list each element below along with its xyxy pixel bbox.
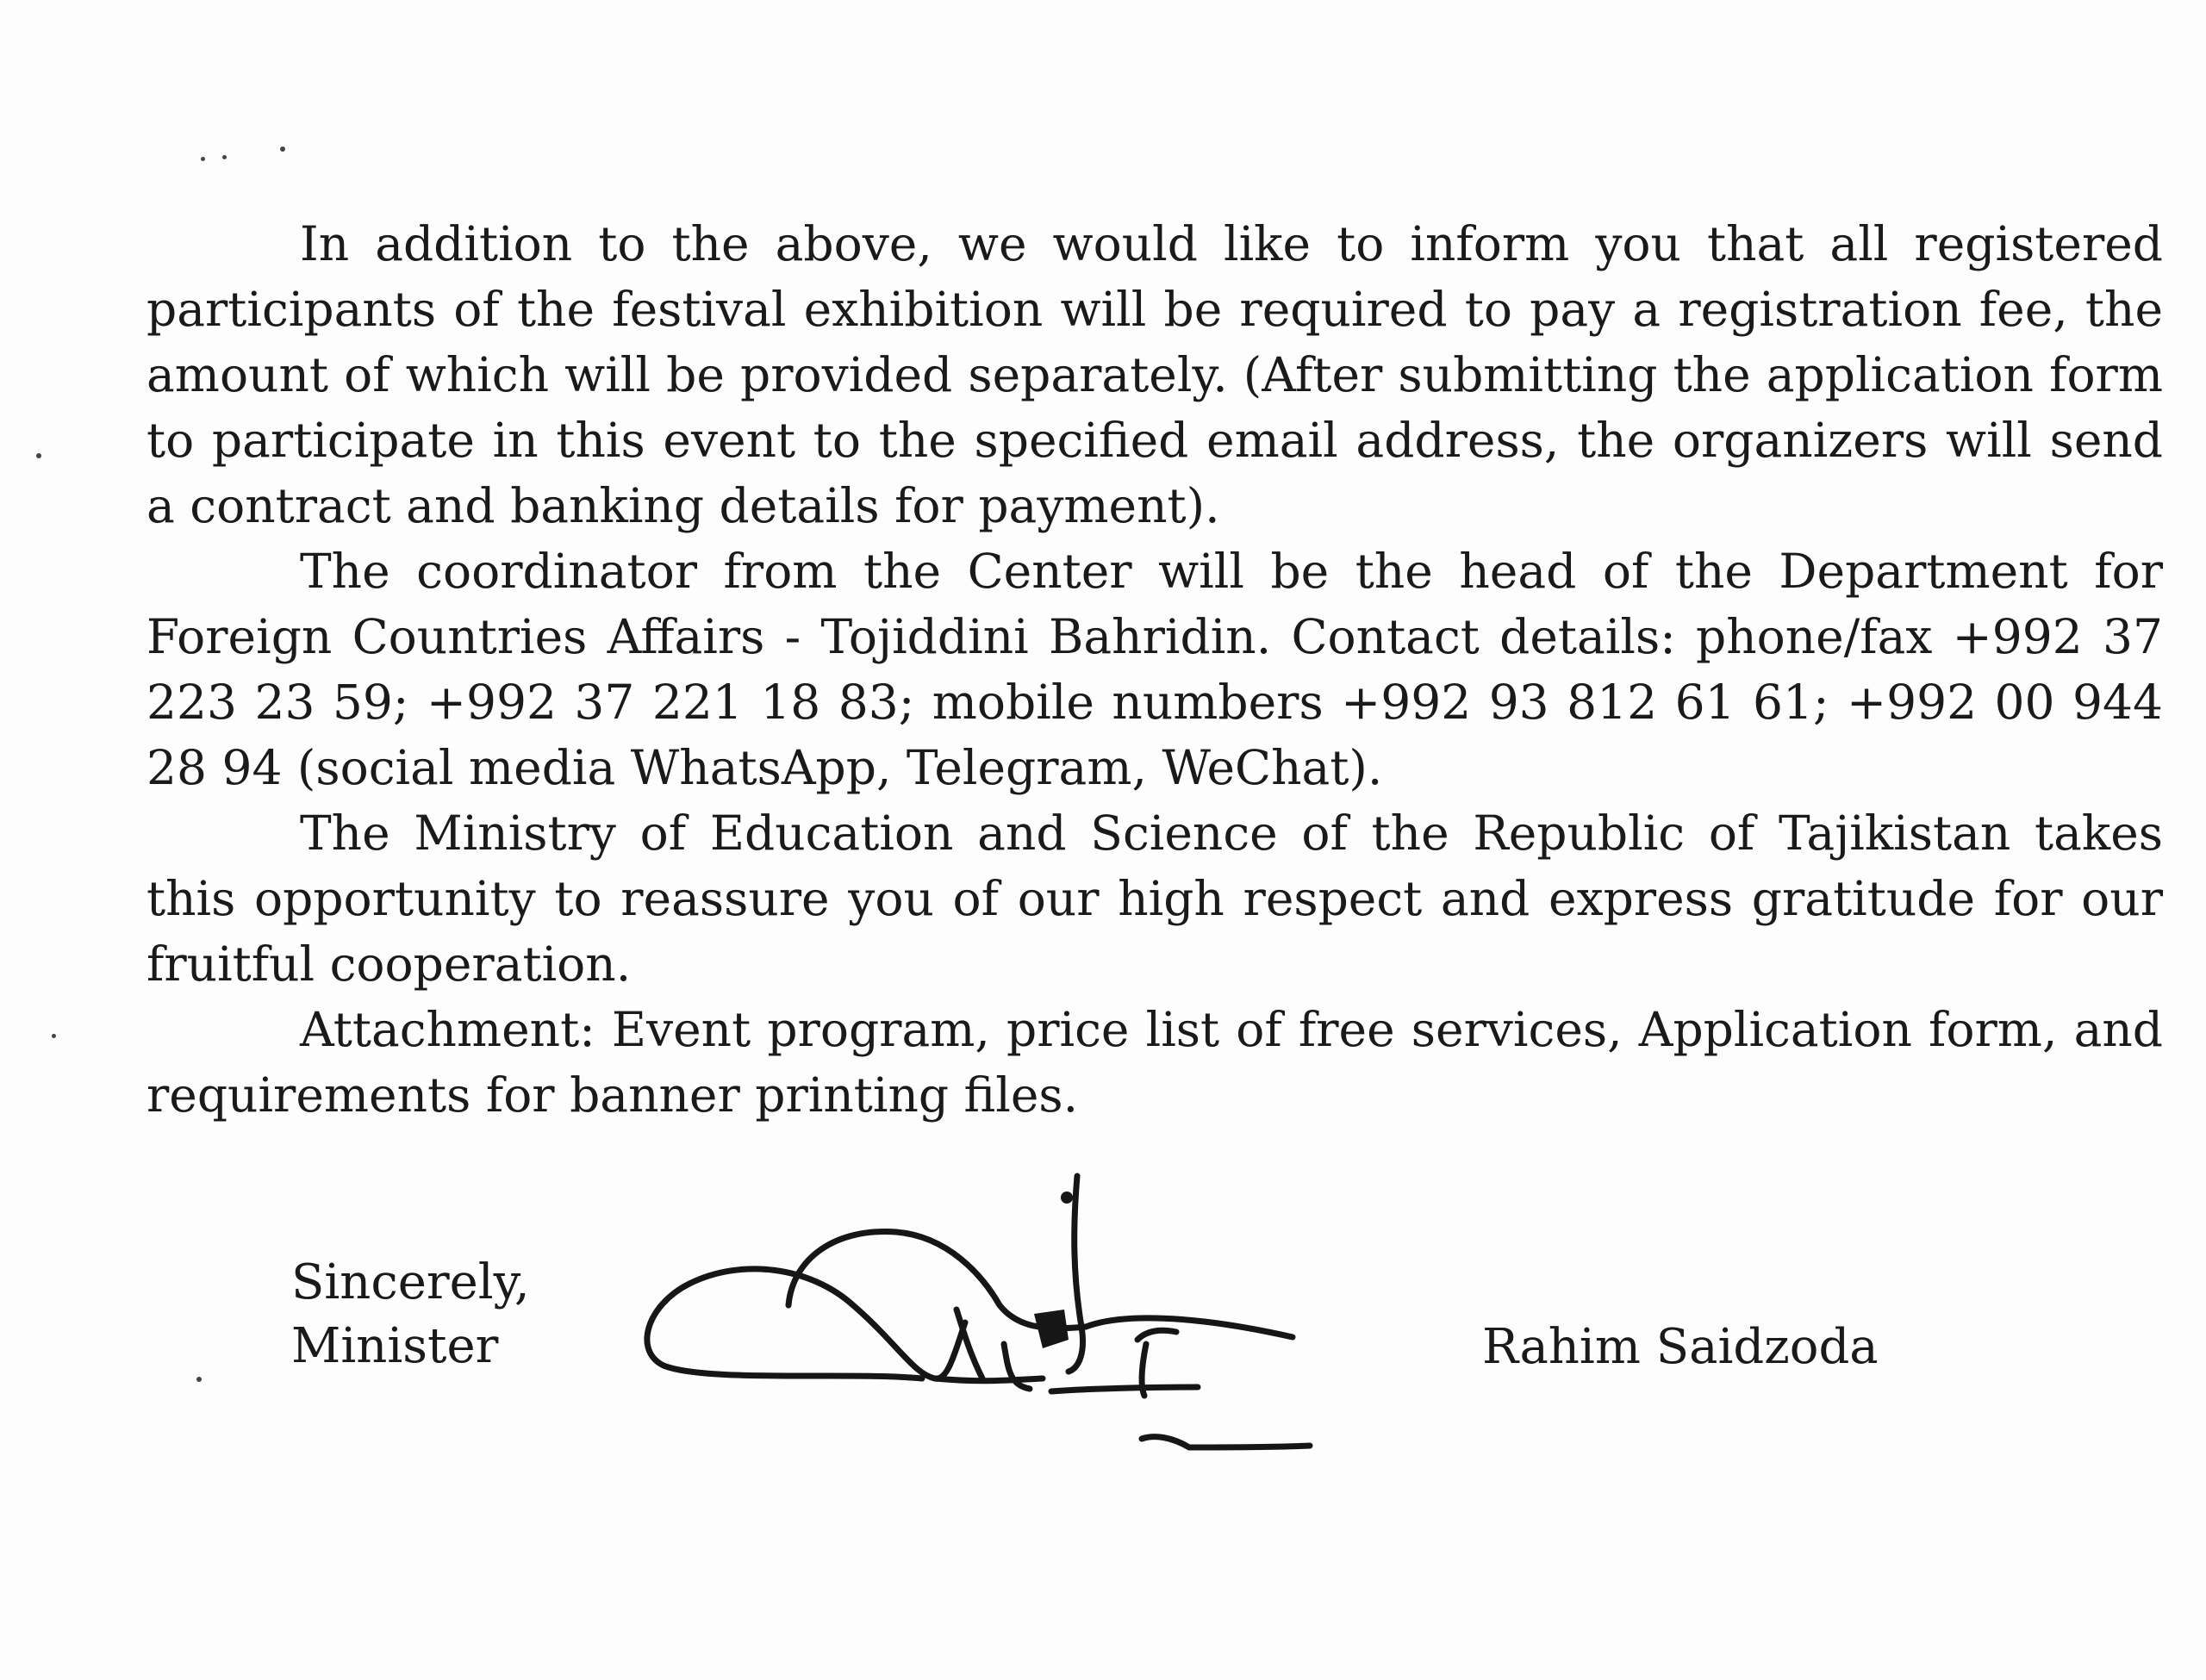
scan-speck <box>280 146 285 152</box>
salutation: Sincerely, <box>291 1254 530 1310</box>
closing-block <box>291 1251 530 1378</box>
signer-name: Rahim Saidzoda <box>1482 1319 1879 1375</box>
scan-speck <box>52 1034 56 1038</box>
paragraph-coordinator-contacts: The coordinator from the Center will be the head of the Department for Foreign Countries Affairs - Tojiddini Bahridin. Contact details: phone/fax +992 37 223 23 59; +992 37 221 18 83; mobile numbers +992 93 812 61 61; +992 00 944 28 94 (social media WhatsApp, Telegram, WeChat). <box>146 544 2163 795</box>
scan-speck <box>222 155 227 159</box>
letter-body <box>146 211 2163 1128</box>
signer-title: Minister <box>291 1318 499 1374</box>
paragraph-attachment: Attachment: Event program, price list of free services, Application form, and requirements for banner printing files. <box>146 1002 2163 1123</box>
scan-speck <box>36 453 41 458</box>
paragraph-registration-fee: In addition to the above, we would like to inform you that all registered participants of the festival exhibition will be required to pay a registration fee, the amount of which will be provided separately. (After submitting the application form to participate in this event to the specified email address, the organizers will send a contract and banking details for payment). <box>146 216 2163 533</box>
paragraph-gratitude: The Ministry of Education and Science of the Republic of Tajikistan takes this opportunity to reassure you of our high respect and express gratitude for our fruitful cooperation. <box>146 806 2163 992</box>
scan-speck <box>196 1377 202 1382</box>
handwritten-signature <box>638 1146 1318 1456</box>
scan-speck <box>201 157 205 161</box>
